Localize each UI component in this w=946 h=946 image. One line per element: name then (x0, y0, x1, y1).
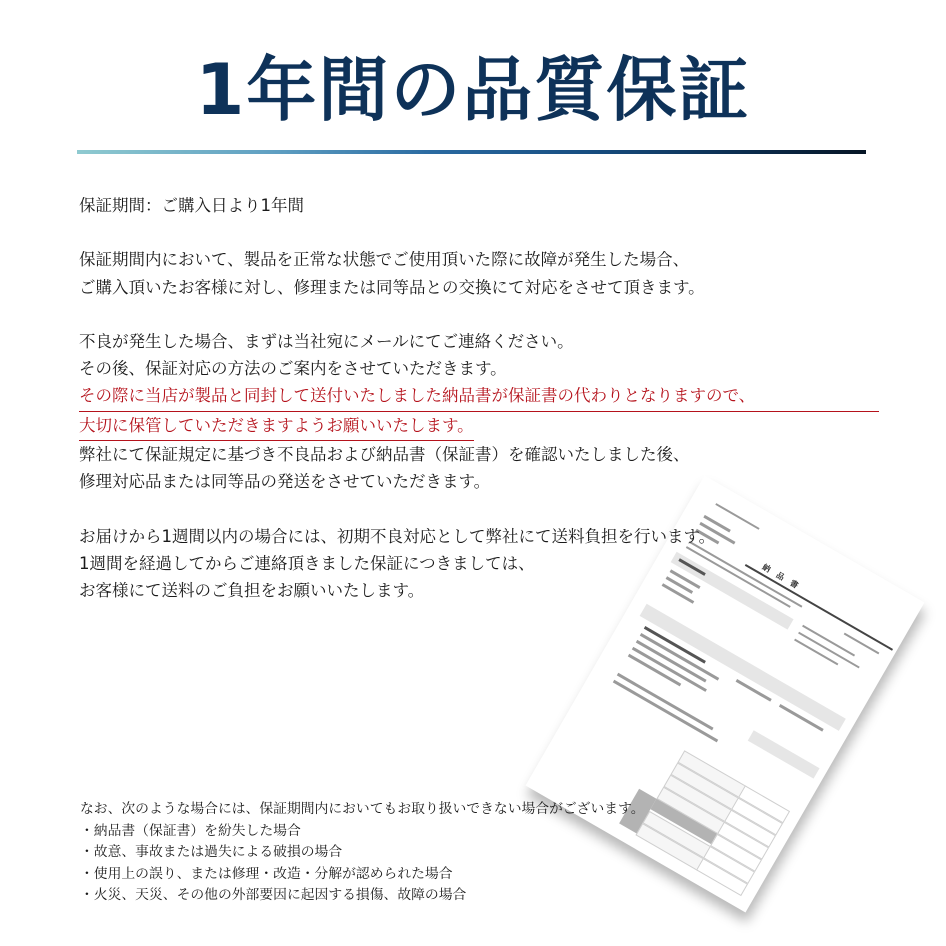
exclusion-item: ・火災、天災、その他の外部要因に起因する損傷、故障の場合 (80, 887, 467, 903)
warning-text-1: その際に当店が製品と同封して送付いたしました納品書が保証書の代わりとなりますので、 (79, 382, 879, 411)
warning-line-2 (79, 412, 899, 441)
exclusion-item: ・納品書（保証書）を紛失した場合 (80, 822, 301, 839)
exclusion-item: ・使用上の誤り、または修理・改造・分解が認められた場合 (80, 865, 453, 882)
paragraph-3-line-2: 修理対応品または同等品の発送をさせていただきます。 (79, 472, 491, 492)
gradient-divider (77, 150, 866, 154)
exclusions-intro: なお、次のような場合には、保証期間内においてもお取り扱いできない場合がございます。 (80, 801, 645, 817)
doc-line (617, 673, 714, 731)
warranty-period: 保証期間：ご購入日より1年間 (79, 196, 304, 215)
warning-text-2: 大切に保管していただきますようお願いいたします。 (79, 412, 474, 441)
paragraph-3-line-1: 弊社にて保証規定に基づき不良品および納品書（保証書）を確認いたしました後、 (79, 445, 690, 465)
paragraph-1-line-1: 保証期間内において、製品を正常な状態でご使用頂いた際に故障が発生した場合、 (79, 250, 690, 270)
warning-line-1 (79, 382, 899, 411)
exclusions (80, 799, 645, 907)
paragraph-2-line-2: その後、保証対応の方法のご案内をさせていただきます。 (79, 359, 507, 379)
paragraph-2-line-1: 不良が発生した場合、まずは当社宛にメールにてご連絡ください。 (79, 331, 574, 351)
paragraph-4-line-2: 1週間を経過してからご連絡頂きました保証につきましては、 (79, 553, 535, 573)
page-title: 1年間の品質保証 (195, 49, 751, 131)
paragraph-4-line-1: お届けから1週間以内の場合には、初期不良対応として弊社にて送料負担を行います。 (79, 526, 716, 546)
doc-title: 納品書 (760, 562, 807, 595)
exclusion-item: ・故意、事故または過失による破損の場合 (80, 844, 343, 860)
doc-line (632, 647, 707, 692)
doc-band (748, 730, 820, 778)
paragraph-1-line-2: ご購入頂いたお客様に対し、修理または同等品との交換にて対応をさせて頂きます。 (79, 277, 705, 297)
paragraph-4-line-3: お客様にて送料のご負担をお願いいたします。 (79, 581, 425, 601)
warranty-content (79, 192, 899, 605)
